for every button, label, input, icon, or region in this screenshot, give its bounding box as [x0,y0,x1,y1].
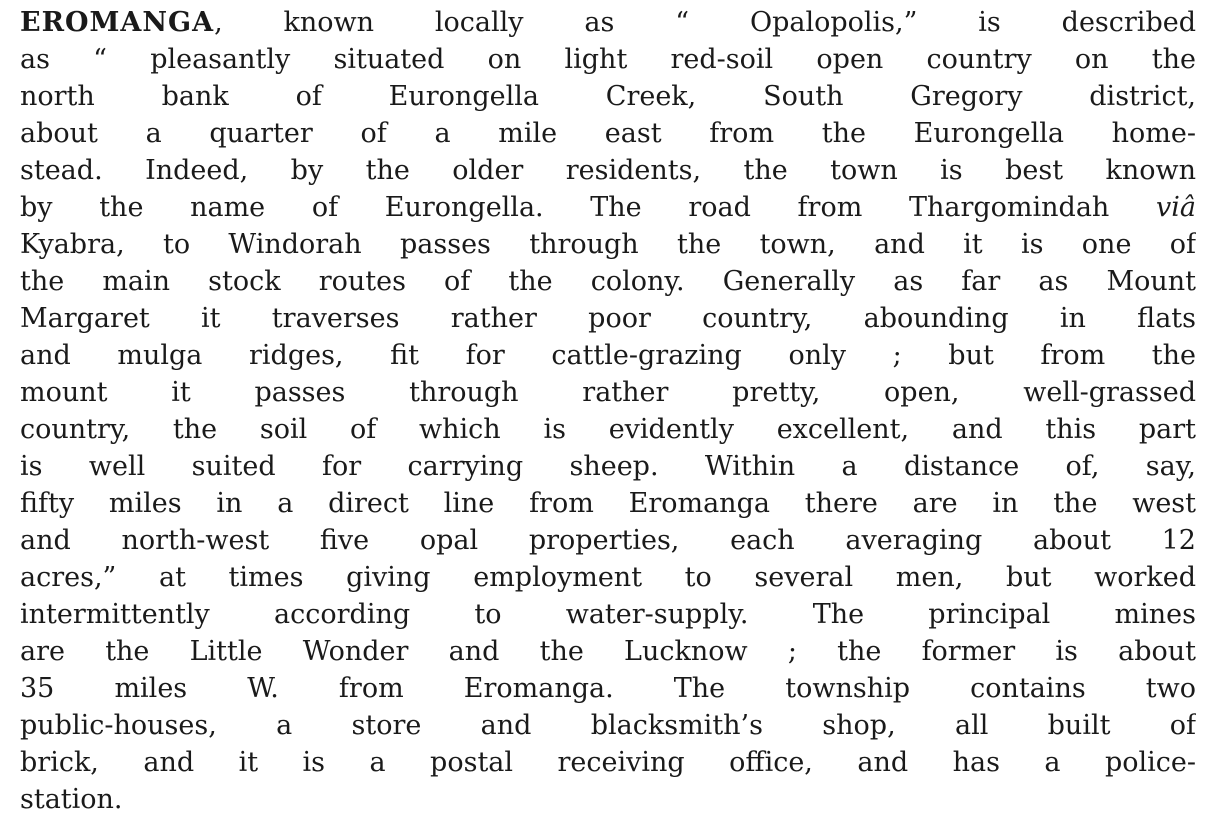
text-line-9: Margaret it traverses rather poor country, abounding in flats [20,303,1196,334]
text-line-10: and mulga ridges, fit for cattle-grazing only ; but from the [20,340,1196,371]
text-line-1-rest: , known locally as “ Opalopolis,” is described [214,7,1196,38]
text-line-3: north bank of Eurongella Creek, South Gregory district, [20,81,1196,112]
text-line-11: mount it passes through rather pretty, open, well-grassed [20,377,1196,408]
text-line-7: Kyabra, to Windorah passes through the town, and it is one of [20,229,1196,260]
text-line-21: brick, and it is a postal receiving office, and has a police- [20,747,1196,778]
article-paragraph [20,4,1196,818]
text-line-22: station. [20,784,123,815]
text-line-2: as “ pleasantly situated on light red-soil open country on the [20,44,1196,75]
text-line-6-main: by the name of Eurongella. The road from Thargomindah [20,192,1110,223]
text-line-8: the main stock routes of the colony. Generally as far as Mount [20,266,1196,297]
text-line-1 [20,4,1196,41]
text-line-5: stead. Indeed, by the older residents, the town is best known [20,155,1196,186]
text-line-12: country, the soil of which is evidently excellent, and this part [20,414,1196,445]
text-line-13: is well suited for carrying sheep. Within a distance of, say, [20,451,1196,482]
text-line-16: acres,” at times giving employment to several men, but worked [20,562,1196,593]
text-line-17: intermittently according to water-supply. The principal mines [20,599,1196,630]
italic-via: viâ [1156,192,1196,223]
text-line-19: 35 miles W. from Eromanga. The township contains two [20,673,1196,704]
headword: EROMANGA [20,7,215,38]
text-line-6 [20,189,1196,226]
text-line-15: and north-west five opal properties, each averaging about 12 [20,525,1196,556]
text-line-20: public-houses, a store and blacksmith’s shop, all built of [20,710,1196,741]
text-line-18: are the Little Wonder and the Lucknow ; the former is about [20,636,1196,667]
text-line-14: fifty miles in a direct line from Eromanga there are in the west [20,488,1196,519]
text-line-4: about a quarter of a mile east from the Eurongella home- [20,118,1196,149]
